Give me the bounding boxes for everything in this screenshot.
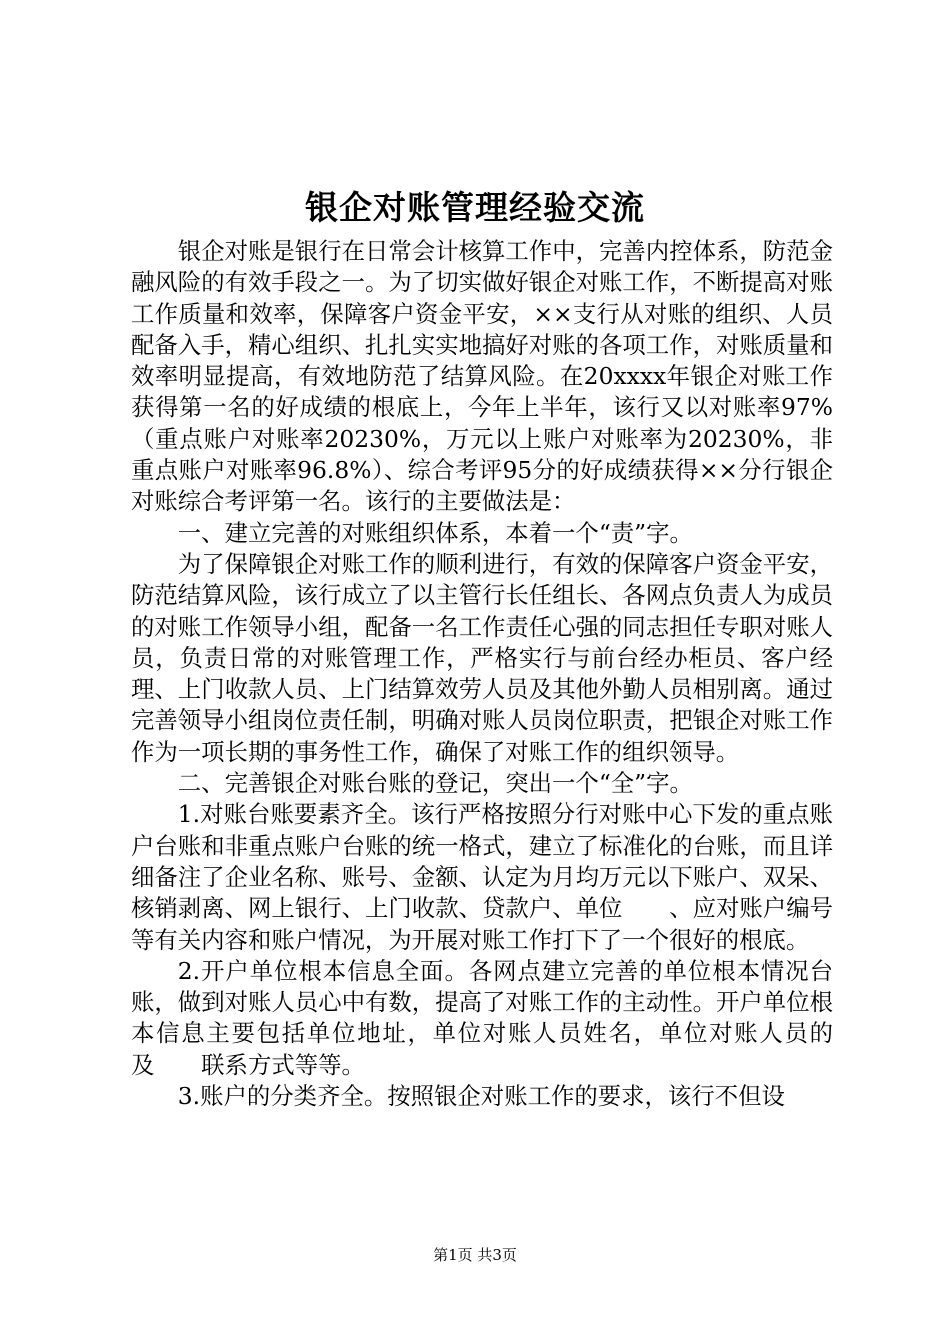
intro-paragraph: 银企对账是银行在日常会计核算工作中，完善内控体系，防范金融风险的有效手段之一。为了切实做好银企对账工作，不断提高对账工作质量和效率，保障客户资金平安，××支行从对账的组织、人员配备入手，精心组织、扎扎实实地搞好对账的各项工作，对账质量和效率明显提高，有效地防范了结算风险。在20xxxx年银企对账工作获得第一名的好成绩的根底上，今年上半年，该行又以对账率97%（重点账户对账率20230%，万元以上账户对账率为20230%，非重点账户对账率96.8%）、综合考评95分的好成绩获得××分行银企对账综合考评第一名。该行的主要做法是： bbox=[131, 237, 833, 516]
document-title: 银企对账管理经验交流 bbox=[305, 188, 645, 227]
item-2-paragraph: 2.开户单位根本信息全面。各网点建立完善的单位根本情况台账，做到对账人员心中有数，提高了对账工作的主动性。开户单位根本信息主要包括单位地址，单位对账人员姓名，单位对账人员的 及 联系方式等等。 bbox=[131, 956, 880, 1079]
document-body bbox=[131, 236, 880, 1112]
item-3-paragraph: 3.账户的分类齐全。按照银企对账工作的要求，该行不但设 bbox=[177, 1082, 785, 1111]
page-number: 第1页 bbox=[433, 1246, 473, 1264]
section-heading-2: 二、完善银企对账台账的登记，突出一个“全”字。 bbox=[177, 769, 693, 798]
page-footer bbox=[0, 1245, 950, 1265]
section-heading-1: 一、建立完善的对账组织体系，本着一个“责”字。 bbox=[177, 518, 693, 547]
page-total: 共3页 bbox=[477, 1246, 517, 1264]
section-1-paragraph: 为了保障银企对账工作的顺利进行，有效的保障客户资金平安，防范结算风险，该行成立了以主管行长任组长、各网点负责人为成员的对账工作领导小组，配备一名工作责任心强的同志担任专职对账人员，负责日常的对账管理工作，严格实行与前台经办柜员、客户经理、上门收款人员、上门结算效劳人员及其他外勤人员相别离。通过完善领导小组岗位责任制，明确对账人员岗位职责，把银企对账工作作为一项长期的事务性工作，确保了对账工作的组织领导。 bbox=[131, 549, 833, 766]
item-1-paragraph: 1.对账台账要素齐全。该行严格按照分行对账中心下发的重点账户台账和非重点账户台账的统一格式，建立了标准化的台账，而且详细备注了企业名称、账号、金额、认定为月均万元以下账户、双呆、核销剥离、网上银行、上门收款、贷款户、单位 、应对账户编号等有关内容和账户情况，为开展对账工作打下了一个很好的根底。 bbox=[131, 800, 833, 954]
